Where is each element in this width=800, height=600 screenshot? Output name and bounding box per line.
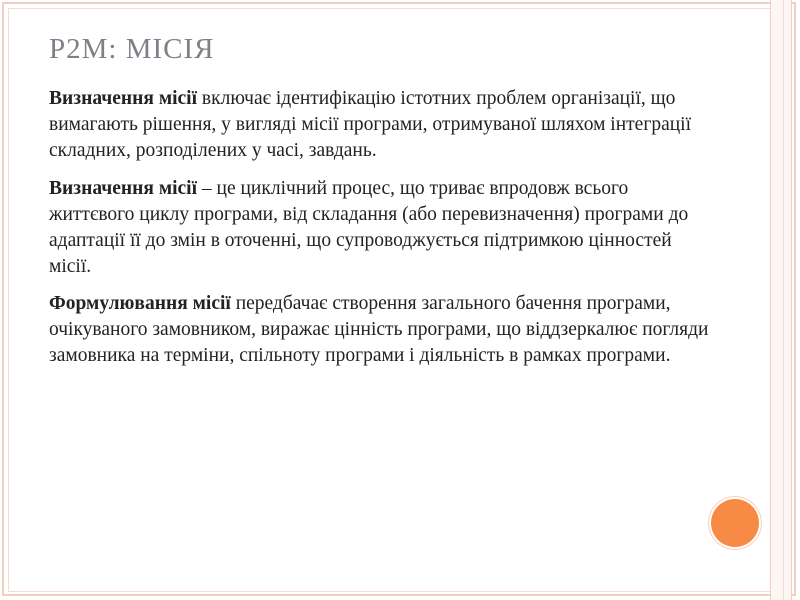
slide-body [49, 86, 709, 383]
paragraph-lead: Визначення місії [49, 178, 198, 199]
paragraph-text: – це циклічний процес, що триває впродовж всього життєвого циклу програми, від складання (або перевизначення) програми до адаптації її до змін в оточенні, що супроводжується підтримкою цінностей місії. [49, 178, 689, 277]
paragraph-text: включає ідентифікацію істотних проблем організації, що вимагають рішення, у вигляді місії програми, отримуваної шляхом інтеграції складних, розподілених у часі, завдань. [49, 88, 691, 161]
paragraph-mission-definition [49, 86, 709, 164]
paragraph-text: передбачає створення загального бачення програми, очікуваного замовником, виражає цінність програми, що віддзеркалює погляди замовника на терміни, спільноту програми і діяльність в рамках програми. [49, 293, 709, 366]
paragraph-mission-process [49, 176, 709, 280]
decorative-side-line [783, 0, 784, 600]
accent-circle-icon [711, 499, 759, 547]
slide-title: P2M: МІСІЯ [49, 33, 215, 65]
paragraph-lead: Визначення місії [49, 88, 198, 109]
paragraph-lead: Формулювання місії [49, 293, 231, 314]
decorative-side-band [770, 0, 792, 600]
paragraph-mission-formulation [49, 291, 709, 369]
